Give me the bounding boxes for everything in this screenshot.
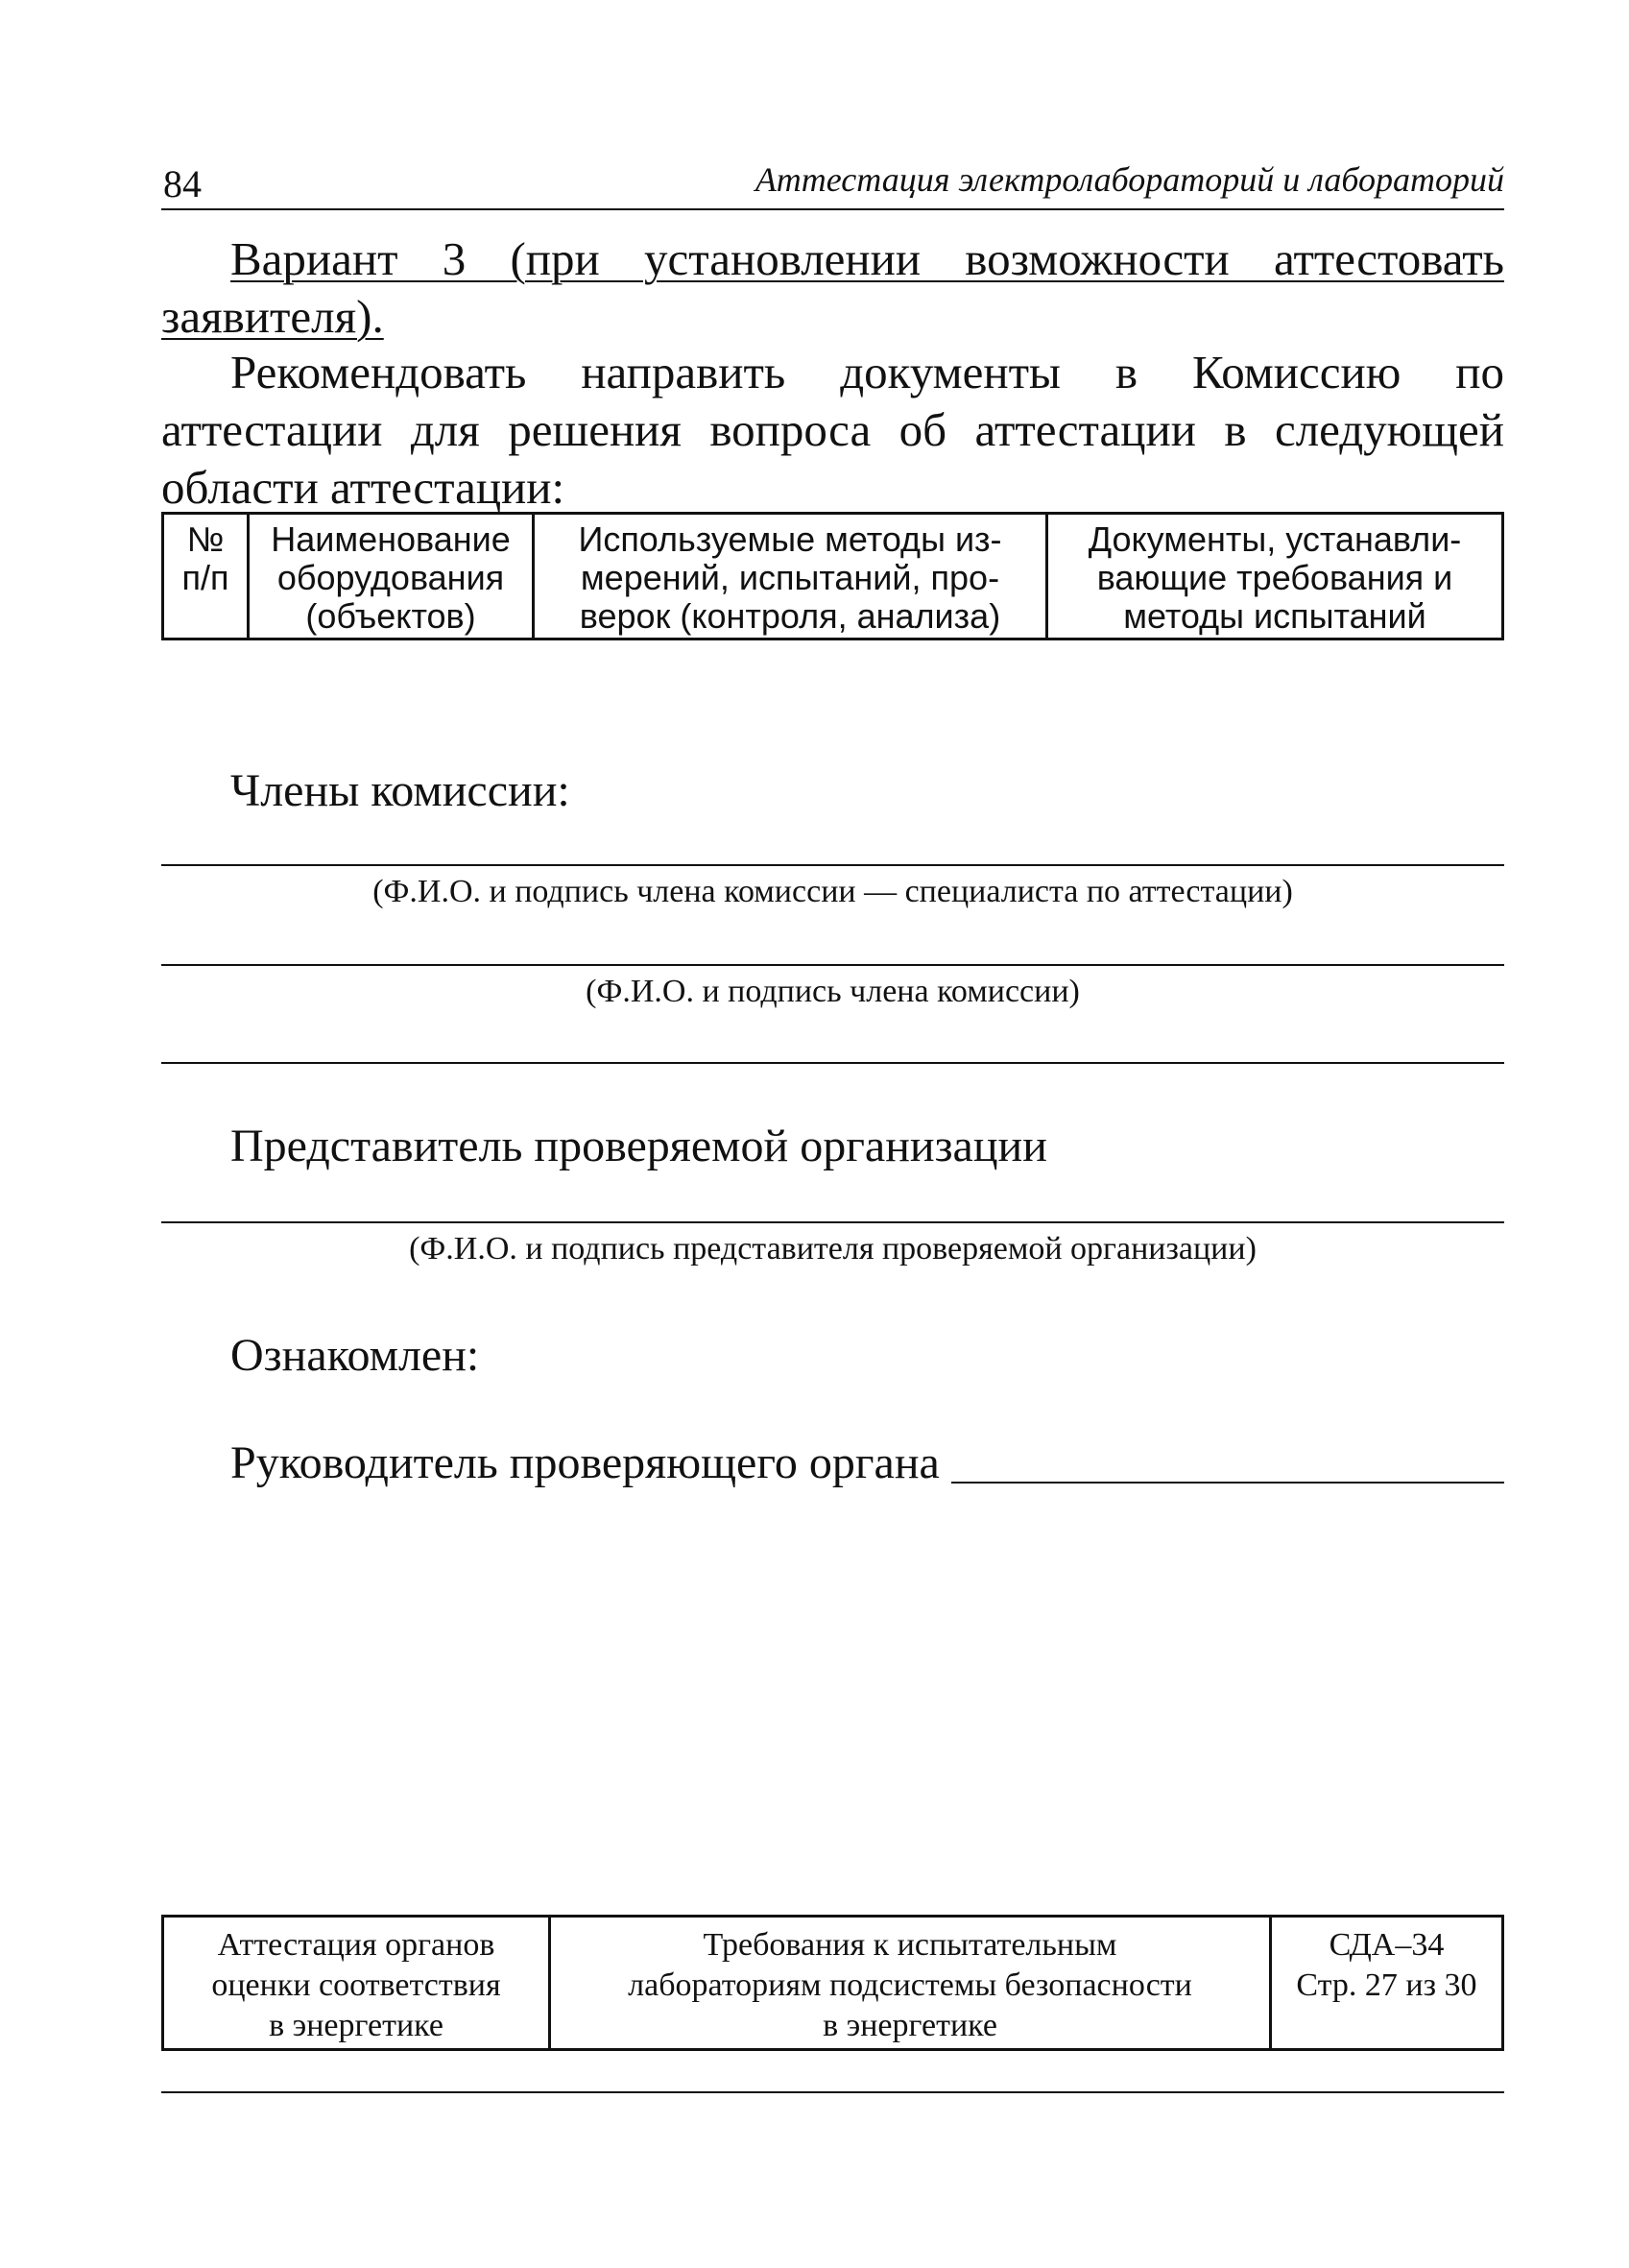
footer-page-count: Стр. 27 из 30 — [1296, 1967, 1477, 2003]
signature-line-head — [951, 1481, 1504, 1484]
variant-text: Вариант 3 (при установлении возможности аттестовать заявителя). — [161, 232, 1504, 343]
acknowledged-heading: Ознакомлен: — [230, 1330, 480, 1381]
caption-representative: (Ф.И.О. и подпись представителя проверяемой организации) — [409, 1231, 1257, 1267]
header-rule — [161, 208, 1504, 210]
caption-member: (Ф.И.О. и подпись члена комиссии) — [586, 974, 1080, 1009]
footer-row — [163, 1917, 1503, 2050]
scope-header-equipment: Наименование оборудования (объектов) — [249, 514, 534, 639]
head-signature-row — [230, 1436, 1504, 1489]
recommendation-text: Рекомендовать направить документы в Комиссию по аттестации для решения вопроса об аттестации в следующей области аттестации: — [161, 346, 1504, 514]
commission-heading: Члены комиссии: — [230, 765, 570, 816]
running-header-title: Аттестация электролабораторий и лабораторий — [755, 160, 1504, 199]
signature-line-member-2 — [161, 1062, 1504, 1064]
signature-line-member — [161, 964, 1504, 966]
caption-specialist: (Ф.И.О. и подпись члена комиссии — специалиста по аттестации) — [372, 874, 1293, 909]
variant-heading — [161, 230, 1504, 346]
footer-organization: Аттестация органов оценки соответствия в энергетике — [163, 1917, 550, 2050]
footer-requirements: Требования к испытательным лабораториям подсистемы безопасности в энергетике — [550, 1917, 1271, 2050]
scope-table-header-row — [163, 514, 1503, 639]
head-label: Руководитель проверяющего органа — [230, 1437, 940, 1488]
footer-table — [161, 1915, 1504, 2051]
representative-heading: Представитель проверяемой организации — [230, 1121, 1047, 1171]
signature-line-specialist — [161, 864, 1504, 866]
footer-doc-code: СДА–34 — [1329, 1927, 1445, 1963]
footer-doc-info — [1271, 1917, 1503, 2050]
footer-rule — [161, 2091, 1504, 2093]
recommendation-paragraph — [161, 344, 1504, 517]
page-number: 84 — [163, 162, 202, 205]
scope-header-documents: Документы, устанавли- вающие требования и методы испытаний — [1047, 514, 1503, 639]
scope-header-methods: Используемые методы из- мерений, испытаний, про- верок (контроля, анализа) — [534, 514, 1047, 639]
signature-line-representative — [161, 1221, 1504, 1223]
scope-header-number: № п/п — [163, 514, 249, 639]
scope-table — [161, 512, 1504, 640]
